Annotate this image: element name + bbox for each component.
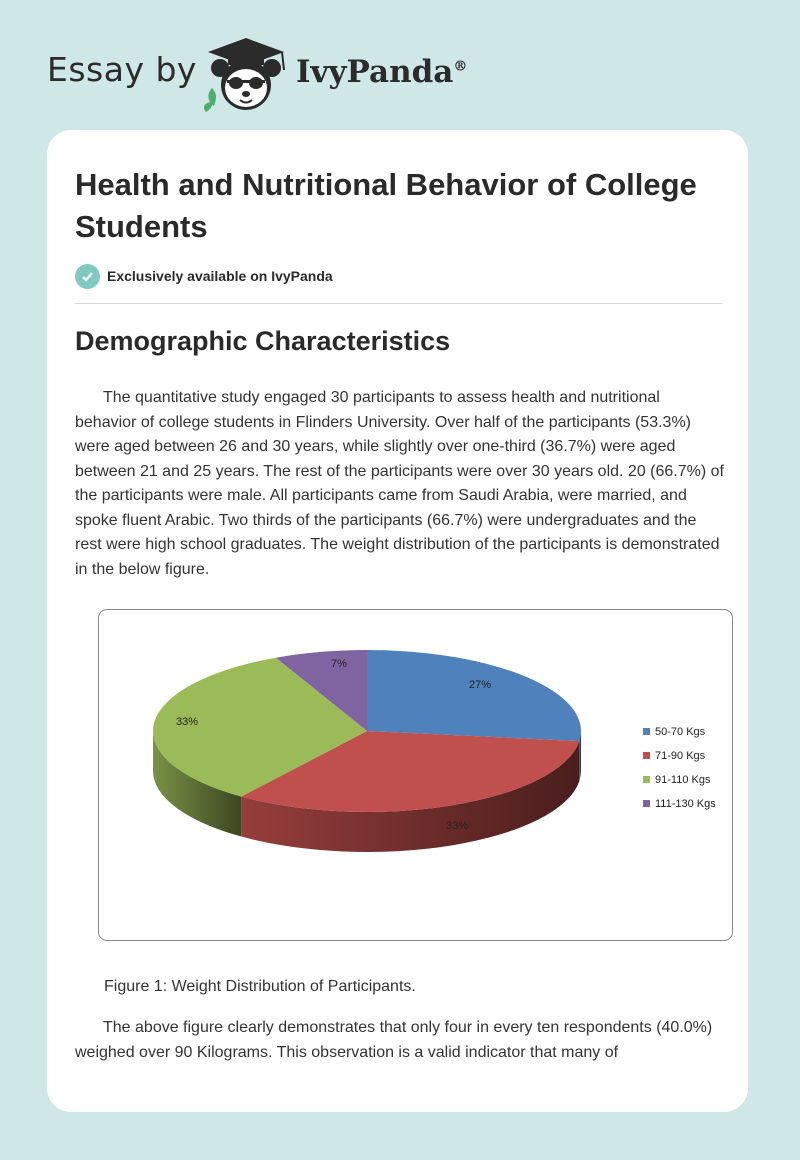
data-label: 33% xyxy=(445,820,469,832)
weight-pie-chart xyxy=(98,609,733,941)
site-header xyxy=(0,0,800,130)
legend-item: 71-90 Kgs xyxy=(655,750,706,762)
panda-logo-icon[interactable] xyxy=(198,36,294,112)
legend-swatch xyxy=(643,776,650,783)
essay-by-label: Essay by xyxy=(47,50,197,89)
legend-swatch xyxy=(643,800,650,807)
checkmark-icon xyxy=(75,264,100,289)
divider xyxy=(75,303,723,304)
article-card xyxy=(47,130,748,1112)
exclusive-badge xyxy=(75,263,333,289)
figure-caption: Figure 1: Weight Distribution of Participants. xyxy=(104,978,416,995)
data-label: 7% xyxy=(331,658,347,670)
article-title: Health and Nutritional Behavior of College Students xyxy=(75,167,697,244)
paragraph: The quantitative study engaged 30 participants to assess health and nutritional behavior of college students in Flinders University. Over half of the participants (53.3%) were aged between 26 and 30 years, while slightly over one-third (36.7%) were aged between 21 and 25 years. The rest of the participants were over 30 years old. 20 (66.7%) of the participants were male. All participants came from Saudi Arabia, were married, and spoke fluent Arabic. Two thirds of the participants (66.7%) were undergraduates and the rest were high school graduates. The weight distribution of the participants is demonstrated in the below figure. xyxy=(75,389,724,578)
legend-item: 111-130 Kgs xyxy=(655,798,716,810)
badge-label: Exclusively available on IvyPanda xyxy=(107,268,333,284)
legend-swatch xyxy=(643,728,650,735)
legend-swatch xyxy=(643,752,650,759)
legend-item: 50-70 Kgs xyxy=(655,726,706,738)
pie-chart-canvas xyxy=(99,610,734,942)
paragraph: The above figure clearly demonstrates that only four in every ten respondents (40.0%) weighed over 90 Kilograms. This observation is a valid indicator that many of xyxy=(75,1019,713,1061)
data-label: 27% xyxy=(468,679,492,691)
legend-item: 91-110 Kgs xyxy=(655,774,711,786)
section-heading: Demographic Characteristics xyxy=(75,326,451,356)
brand-name[interactable]: IvyPanda® xyxy=(296,54,468,90)
data-label: 33% xyxy=(175,716,199,728)
pie-slice-50-70-Kgs xyxy=(367,650,581,741)
